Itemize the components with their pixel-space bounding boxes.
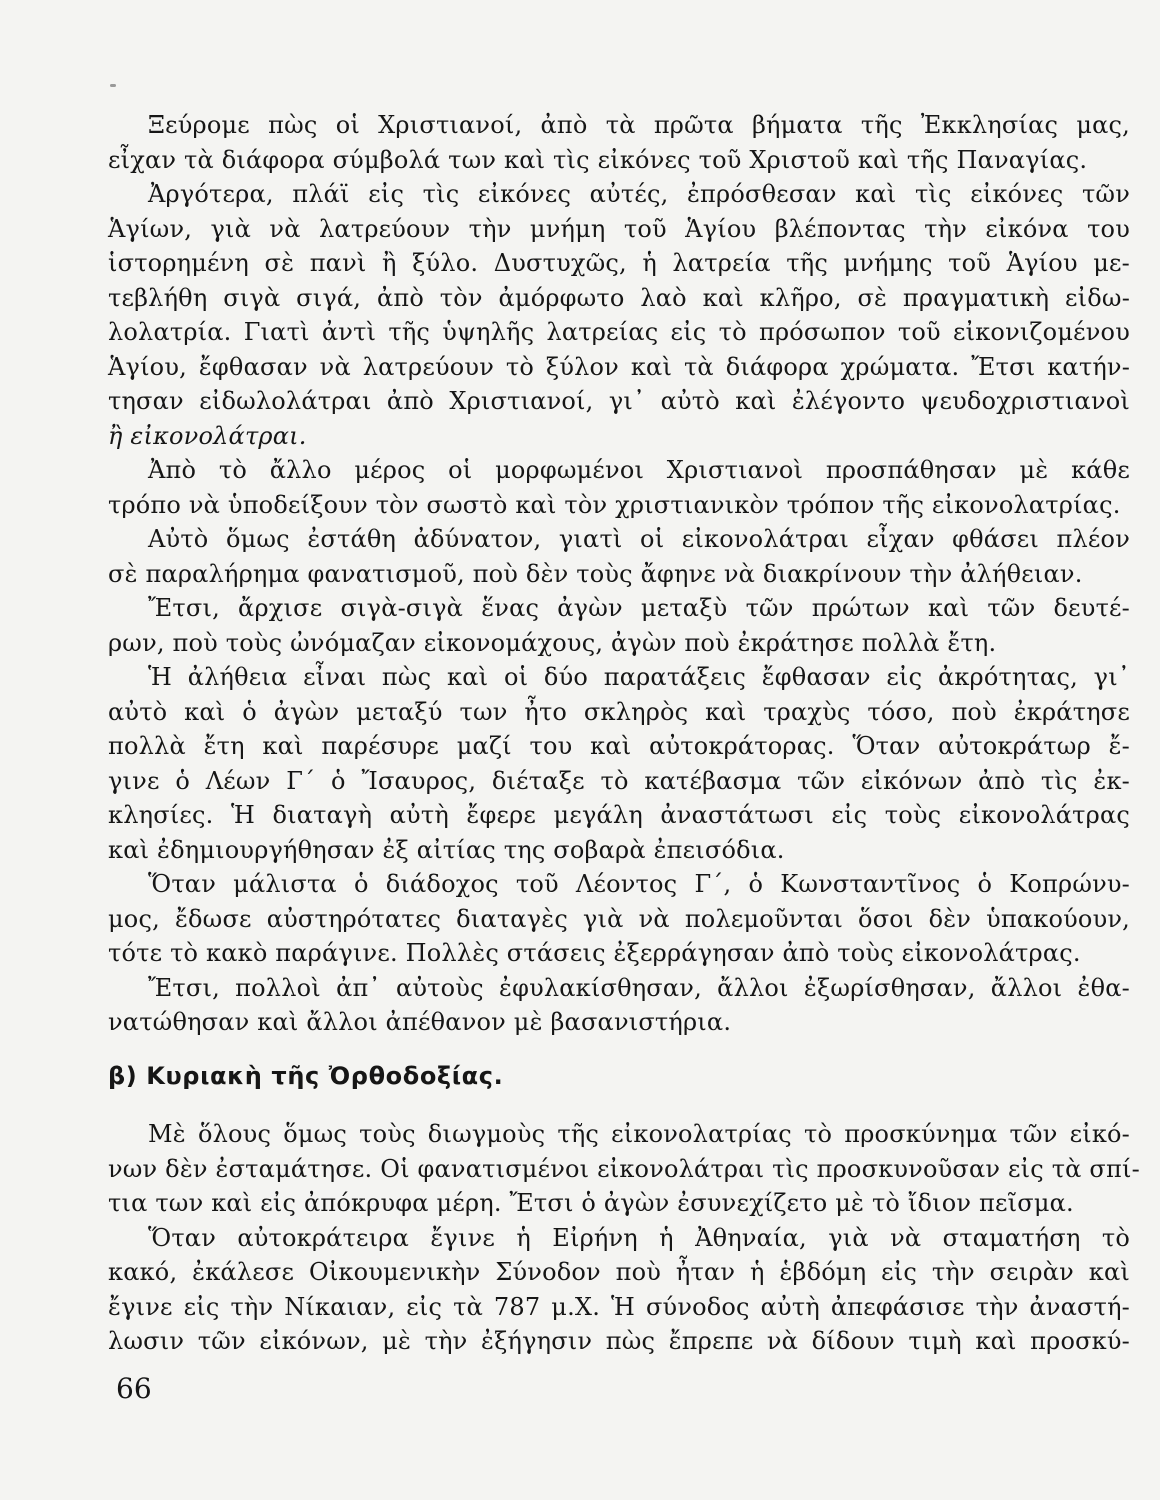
text-line: εἶχαν τὰ διάφορα σύμβολά των καὶ τὶς εἰκόνες τοῦ Χριστοῦ καὶ τῆς Παναγίας. [108, 145, 1088, 174]
italic-term: ἢ εἰκονολάτραι. [108, 421, 307, 450]
text-line: πολλὰ ἔτη καὶ παρέσυρε μαζί του καὶ αὐτοκράτορας. Ὅταν αὐτοκράτωρ ἔ- [108, 732, 1130, 760]
text-line: αὐτὸ καὶ ὁ ἀγὼν μεταξύ των ἦτο σκληρὸς καὶ τραχὺς τόσο, ποὺ ἐκράτησε [108, 697, 1130, 726]
text-line: νων δὲν ἐσταμάτησε. Οἱ φανατισμένοι εἰκονολάτραι τὶς προσκυνοῦσαν εἰς τὰ σπί- [108, 1154, 1140, 1183]
text-line: λολατρία. Γιατὶ ἀντὶ τῆς ὑψηλῆς λατρείας εἰς τὸ πρόσωπον τοῦ εἰκονιζομένου [108, 318, 1130, 346]
text-line: ἱστορημένη σὲ πανὶ ἢ ξύλο. Δυστυχῶς, ἡ λατρεία τῆς μνήμης τοῦ Ἁγίου με- [108, 249, 1130, 277]
text-line: Ὅταν μάλιστα ὁ διάδοχος τοῦ Λέοντος Γ΄, ὁ Κωνσταντῖνος ὁ Κοπρώνυ- [148, 870, 1130, 898]
text-line: Ἁγίων, γιὰ νὰ λατρεύουν τὴν μνήμη τοῦ Ἁγίου βλέποντας τὴν εἰκόνα του [108, 214, 1130, 243]
text-line: Ξεύρομε πὼς οἱ Χριστιανοί, ἀπὸ τὰ πρῶτα βήματα τῆς Ἐκκλησίας μας, [148, 111, 1130, 139]
section-text [108, 1117, 1140, 1359]
text-line: Ἀργότερα, πλάϊ εἰς τὶς εἰκόνες αὐτές, ἐπρόσθεσαν καὶ τὶς εἰκόνες τῶν [148, 180, 1130, 208]
text-line: κακό, ἐκάλεσε Οἰκουμενικὴν Σύνοδον ποὺ ἦταν ἡ ἑβδόμη εἰς τὴν σειρὰν καὶ [108, 1258, 1130, 1286]
page-number: 66 [116, 1372, 152, 1405]
text-line: τεβλήθη σιγὰ σιγά, ἀπὸ τὸν ἀμόρφωτο λαὸ καὶ κλῆρο, σὲ πραγματικὴ εἰδω- [108, 283, 1130, 312]
text-line: Ὅταν αὐτοκράτειρα ἔγινε ἡ Εἰρήνη ἡ Ἀθηναία, γιὰ νὰ σταματήση τὸ [148, 1223, 1130, 1252]
text-line: τια των καὶ εἰς ἀπόκρυφα μέρη. Ἔτσι ὁ ἀγὼν ἐσυνεχίζετο μὲ τὸ ἴδιον πεῖσμα. [108, 1189, 1074, 1217]
text-line: τησαν εἰδωλολάτραι ἀπὸ Χριστιανοί, γι᾿ αὐτὸ καὶ ἐλέγοντο ψευδοχριστιανοὶ [108, 387, 1130, 415]
text-line: μος, ἔδωσε αὐστηρότατες διαταγὲς γιὰ νὰ πολεμοῦνται ὅσοι δὲν ὑπακούουν, [108, 904, 1130, 933]
text-line: Ἁγίου, ἔφθασαν νὰ λατρεύουν τὸ ξύλον καὶ τὰ διάφορα χρώματα. Ἔτσι κατήν- [108, 352, 1130, 381]
text-line: καὶ ἐδημιουργήθησαν ἐξ αἰτίας της σοβαρὰ ἐπεισόδια. [108, 835, 785, 864]
text-line: Αὐτὸ ὅμως ἐστάθη ἀδύνατον, γιατὶ οἱ εἰκονολάτραι εἶχαν φθάσει πλέον [148, 525, 1130, 553]
text-line: ρων, ποὺ τοὺς ὠνόμαζαν εἰκονομάχους, ἀγὼν ποὺ ἐκράτησε πολλὰ ἔτη. [108, 628, 997, 657]
text-line: νατώθησαν καὶ ἄλλοι ἀπέθανον μὲ βασανιστήρια. [108, 1008, 732, 1036]
scan-speck [110, 84, 116, 87]
text-line: κλησίες. Ἡ διαταγὴ αὐτὴ ἔφερε μεγάλη ἀναστάτωσι εἰς τοὺς εἰκονολάτρας [108, 801, 1130, 829]
text-line: γινε ὁ Λέων Γ΄ ὁ Ἴσαυρος, διέταξε τὸ κατέβασμα τῶν εἰκόνων ἀπὸ τὶς ἐκ- [108, 766, 1130, 795]
text-line: σὲ παραλήρημα φανατισμοῦ, ποὺ δὲν τοὺς ἄφηνε νὰ διακρίνουν τὴν ἀλήθειαν. [108, 559, 1083, 588]
text-line: Μὲ ὅλους ὅμως τοὺς διωγμοὺς τῆς εἰκονολατρίας τὸ προσκύνημα τῶν εἰκό- [148, 1120, 1130, 1148]
text-line: τρόπο νὰ ὑποδείξουν τὸν σωστὸ καὶ τὸν χριστιανικὸν τρόπον τῆς εἰκονολατρίας. [108, 490, 1121, 519]
text-line: Ἔτσι, ἄρχισε σιγὰ-σιγὰ ἕνας ἀγὼν μεταξὺ τῶν πρώτων καὶ τῶν δευτέ- [148, 594, 1130, 622]
text-line: ἔγινε εἰς τὴν Νίκαιαν, εἰς τὰ 787 μ.Χ. Ἡ σύνοδος αὐτὴ ἀπεφάσισε τὴν ἀναστή- [108, 1292, 1130, 1321]
section-heading: β) Κυριακὴ τῆς Ὀρθοδοξίας. [108, 1062, 504, 1090]
main-text [108, 108, 1130, 1040]
text-line: τότε τὸ κακὸ παράγινε. Πολλὲς στάσεις ἐξερράγησαν ἀπὸ τοὺς εἰκονολάτρας. [108, 939, 1081, 967]
text-line: Ἔτσι, πολλοὶ ἀπ᾿ αὐτοὺς ἐφυλακίσθησαν, ἄλλοι ἐξωρίσθησαν, ἄλλοι ἐθα- [148, 973, 1130, 1002]
text-line: λωσιν τῶν εἰκόνων, μὲ τὴν ἐξήγησιν πὼς ἔπρεπε νὰ δίδουν τιμὴ καὶ προσκύ- [108, 1327, 1130, 1355]
text-line-italic [108, 419, 1130, 454]
text-line: Ἀπὸ τὸ ἄλλο μέρος οἱ μορφωμένοι Χριστιανοὶ προσπάθησαν μὲ κάθε [148, 456, 1130, 484]
text-line: Ἡ ἀλήθεια εἶναι πὼς καὶ οἱ δύο παρατάξεις ἔφθασαν εἰς ἀκρότητας, γι᾿ [148, 663, 1130, 691]
